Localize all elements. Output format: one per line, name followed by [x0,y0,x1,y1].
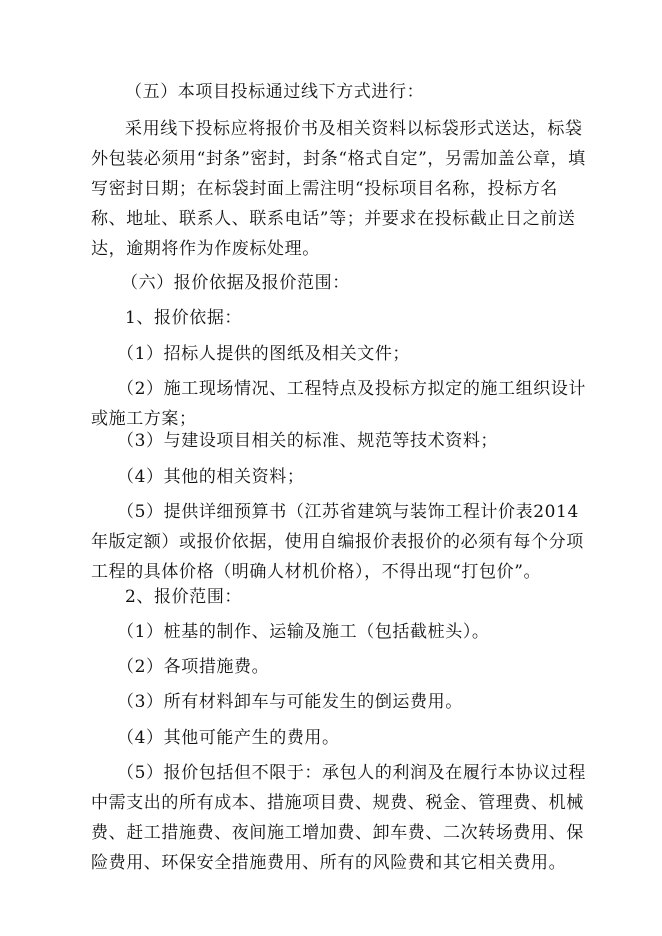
pricing-scope-item-2: （2）各项措施费。 [117,657,270,677]
pricing-basis-item-5: （5）提供详细预算书（江苏省建筑与装饰工程计价表2014年版定额）或报价依据，使用自编报价表报价的必须有每个分项工程的具体价格（明确人材机价格），不得出现“打包价”。 [91,502,584,582]
pricing-basis-item-2: （2）施工现场情况、工程特点及投标方拟定的施工组织设计或施工方案； [91,379,587,429]
section-6-heading: （六）报价依据及报价范围： [121,273,350,293]
offline-bid-paragraph: 采用线下投标应将报价书及相关资料以标袋形式送达，标袋外包装必须用“封条”密封，封条“格式自定”，另需加盖公章，填写密封日期；在标袋封面上需注明“投标项目名称，投标方名称、地址、联系人、联系电话”等；并要求在投标截止日之前送达，逾期将作为作废标处理。 [91,119,586,259]
pricing-scope-heading: 2、报价范围： [125,587,243,607]
pricing-scope-item-3: （3）所有材料卸车与可能发生的倒运费用。 [117,692,463,712]
section-5-heading: （五）本项目投标通过线下方式进行： [125,82,425,102]
pricing-basis-item-3: （3）与建设项目相关的标准、规范等技术资料； [117,431,499,451]
pricing-scope-item-4: （4）其他可能产生的费用。 [117,728,340,748]
pricing-basis-heading: 1、报价依据： [125,308,243,328]
pricing-basis-item-4: （4）其他的相关资料； [117,467,305,487]
pricing-scope-item-1: （1）桩基的制作、运输及施工（包括截桩头）。 [117,622,490,642]
pricing-scope-item-5: （5）报价包括但不限于：承包人的利润及在履行本协议过程中需支出的所有成本、措施项目费、规费、税金、管理费、机械费、赶工措施费、夜间施工增加费、卸车费、二次转场费用、保险费用、环保安全措施费用、所有的风险费和其它相关费用。 [91,763,587,873]
pricing-basis-item-1: （1）招标人提供的图纸及相关文件； [117,344,411,364]
